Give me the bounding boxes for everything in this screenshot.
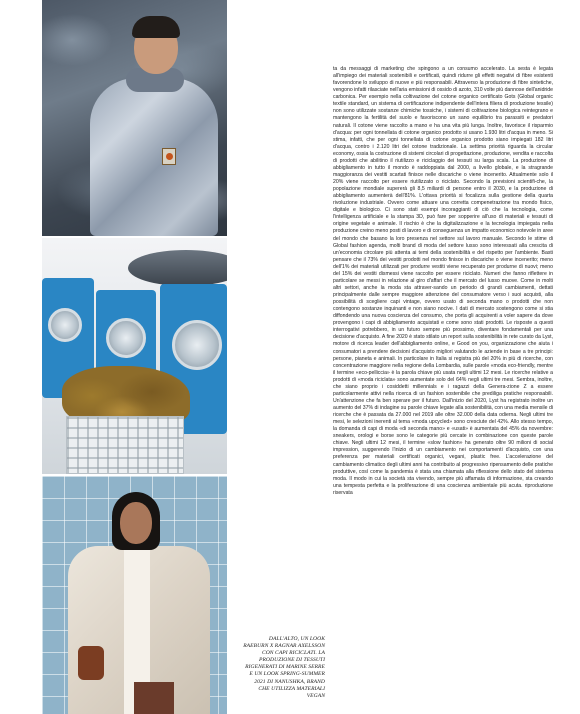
photo-caption: DALL'ALTO, UN LOOK RAEBURN X RAGNAR AXELSSON CON CAPI RICICLATI. LA PRODUZIONE DI TESSUTI RIGENERATI DI MARINE SERRE E UN LOOK SPRING-SUMMER 2021 DI NANUSHKA, BRAND CHE UTILIZZA MATERIALI VEGAN [243, 636, 325, 699]
brand-patch-icon [162, 148, 176, 165]
padded-jacket [90, 78, 218, 236]
photo-nanushka-coat-look [42, 476, 227, 714]
photo-raeburn-camo-jacket [42, 0, 227, 236]
laundry-basket [66, 416, 184, 474]
model-face [120, 502, 152, 544]
handbag [78, 646, 104, 680]
industrial-vent [128, 250, 227, 286]
photo-regenerated-fabric-production [42, 238, 227, 474]
article-body: ta da messaggi di marketing che spingono a un consumo accelerato. La sesta è legata all'impiego dei materiali sostenibili e certificati, quindi ridurre gli effetti negativi di fibre esistenti favorendone lo sviluppo di nuove e più responsabili. Attraverso la produzione di fibre sintetiche, vengono infatti rilasciate nell'aria emissioni di ossido di azoto, 310 volte più dannose dell'anidride carbonica. Per esempio nella coltivazione del cotone organico certificato Gots (Global organic textile standard, un sistema di certificazione indipendente dell'intera filiera di produzione tessile) non sono utilizzate sostanze chimiche tossiche, i sistemi di coltivazione biologica reintegrano e mantengono la fertilità del suolo e favoriscono un sano equilibrio tra parassiti e predatori naturali. Il cotone viene raccolto a mano e ha una vita più lunga. Inoltre, favorisce il risparmio d'acqua: per ogni tonnellata di cotone organico prodotto si usano 1.930 litri d'acqua in meno. Si stima, infatti, che per ogni tonnellata di cotone organico prodotto siano impiegati 182 litri d'acqua, contro i 2.120 litri del cotone tradizionale. La settima priorità riguarda la circular economy, ossia la costruzione di sistemi circolari di progettazione, produzione, vendita e raccolta di prodotti che abilitino il riutilizzo e riciclaggio dei tessuti su larga scala. La produzione di abbigliamento in tutto il mondo è raddoppiata dal 2000, a livello globale, e la stragrande maggioranza dei vestiti scartati finisce nelle discariche o viene incenerito. Attualmente solo il 20% viene raccolto per essere riutilizzato o riciclato. Secondo la previsioni scientifi-che, la popolazione mondiale supererà gli 8,5 miliardi di persone entro il 2030, e la produzione di abbigliamento aumenterà dell'81%. L'ottava priorità si focalizza sulla gestione della quarta rivoluzione industriale. Ovvero come attuare una corretta compenetrazione tra mondo fisico, digitale e biologico. Ci sono stati esempi incoraggianti di ciò che la tecnologia, come l'intelligenza artificiale e la stampa 3D, può fare per sopperire all'uso di materiali e tessuti di origine vegetale e animale. Il rischio è che la digitalizzazione e la tecnologia impiegata nella produzione creino meno posti di lavoro e di conseguenza un impatto economico notevole in aree del mondo che basano la loro presenza nel settore sul lavoro manuale. Secondo le stime di Global fashion agenda, molti brand di moda del settore lusso sono interessati alla crescita di un'economia circolare più attenta ai temi della sostenibilità e del rispetto per l'ambiente. Basti pensare che il 73% dei vestiti prodotti nel mondo finisce in discariche o viene incenerito; meno dell'1% dei materiali utilizzati per produrre vestiti viene recuperato per produrne di nuovi; meno del 15% dei vestiti dismessi viene raccolto per essere riciclato. Numeri che fanno riflettere in particolare se messi in relazione al giro d'affari che il mercato del lusso muove. Come in molti altri settori, anche la moda sta attraver-sando un periodo di grandi cambiamenti, dettati principalmente dalle sempre maggiore attenzione del consumatore verso i suoi acquisti, alla possibilità di scegliere capi vintage, ovvero usato di seconda mano o prodotti che non contengono sostanze inquinanti e non siano nocive. I dati di mercato sostengono come si stia diffondendo una nuova coscienza del consumo, che porta gli acquirenti a voler sapere da dove provengono i capi di abbigliamento acquistati e come sono stati prodotti. Le risposte a questi interrogativi potrebbero, in un futuro sempre più prossimo, diventare fondamentali per una decisione d'acquisto. A fine 2020 è stato stilato un report sulla sostenibilità in rete curato da Lyst, motore di ricerca leader dell'abbigliamento online, e Good on you, organizzazione che aiuta i consumatori a prendere decisioni d'acquisto migliori valutando le aziende in base a tre principi: persone, pianeta e animali. In particolare in Italia si registra più del 20% in più di ricerche, con concentrazione maggiore nella regione della Lombardia, sulle parole «moda eco-friendly, mentre il termine «eco-pelliccia» è la parola chiave più usata negli ultimi 12 mesi. Le ricerche relative a prodotti di «moda riciclata» sono aumentate solo del 64% negli ultimi tre mesi. Sembra, inoltre, che siano proprio i cosiddetti millennials e i ragazzi della Genera-zione Z a essere particolarmente attivi nella ricerca di un fashion sostenibile che prediliga pratiche responsabili. Un'attenzione che fa ben sperare per il futuro. Dall'inizio del 2020, Lyst ha registrato inoltre un aumento del 37% di indagine su parole chiave legate alla sostenibilità, con una media mensile di ricerche che è passata da 27.000 nel 2019 alle oltre 32.000 della data odierna. Negli ultimi tre mesi, le selezioni inerenti al tema «moda upcycled» sono cresciute del 42%. Allo stesso tempo, la domanda di capi di moda «di seconda mano» e «usati» è aumentata del 45% da novembre: sneakers, orologi e borse sono le categorie più cercate in combinazione con queste parole chiave. Negli ultimi 12 mesi, il termine «slow fashion» ha generato oltre 90 milioni di social impression, suggerendo l'inizio di un cambiamento nei comportamenti d'acquisto, con una preferenza per materiali certificati organici, vegani, plastic free. L'accelerazione del cambiamento climatico degli ultimi anni ha contribuito al progressivo ripensamento delle pratiche produttive, così come la pandemia è stata una chiamata alla riflessione dello stato del sistema moda. Il modo in cui la società sta vivendo, sempre più affamata di informazione, sta creando una tempesta perfetta e la proliferazione di una coscienza ambientale più acuta. riproduzione riservata [333, 66, 554, 496]
